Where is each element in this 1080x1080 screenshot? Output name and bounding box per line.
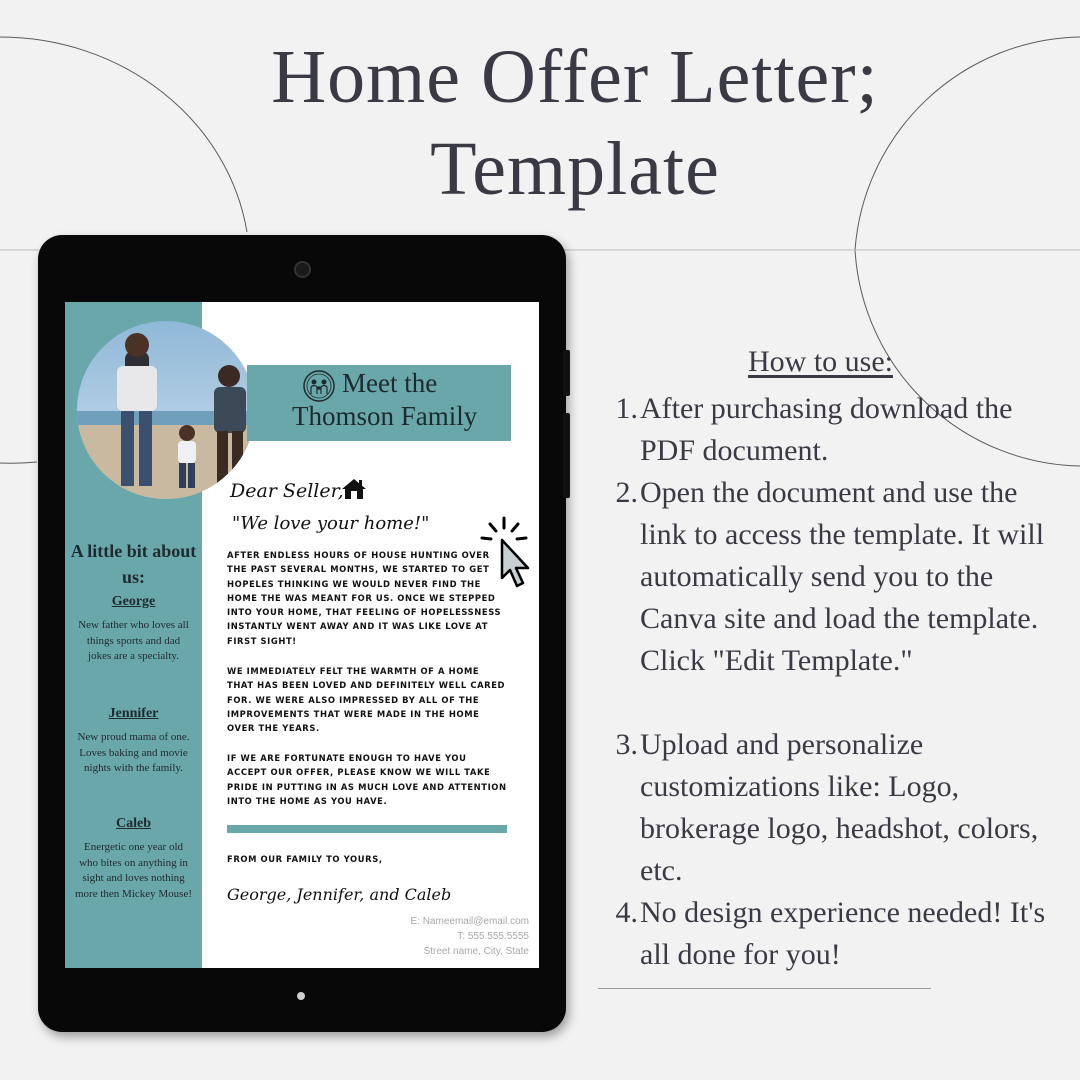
family-icon [302, 369, 336, 403]
step-number: 2. [615, 476, 638, 509]
bottom-divider [598, 988, 931, 989]
letter-heading-line-2: Thomson Family [292, 401, 478, 431]
sidebar-member-name: Caleb [116, 816, 151, 831]
sidebar-heading: A little bit about us: [70, 541, 197, 587]
step-text: Open the document and use the link to access the template. It will automatically send you to the Canva site and load the template. Click "Edit Template." [640, 476, 1045, 677]
sidebar-member-desc: New proud mama of one. Loves baking and movie nights with the family. [77, 731, 190, 774]
letter-divider [227, 825, 507, 833]
step-number: 3. [615, 728, 638, 761]
sidebar-member-name: Jennifer [108, 706, 159, 721]
camera-icon [294, 261, 311, 278]
contact-email: E: Nameemail@email.com [410, 916, 529, 927]
letter-signature: George, Jennifer, and Caleb [227, 885, 452, 904]
contact-address: Street name, City, State [423, 946, 529, 957]
letter-paragraph: AFTER ENDLESS HOURS OF HOUSE HUNTING OVER THE PAST SEVERAL MONTHS, WE STARTED TO GET HOPELES THINKING WE WOULD NEVER FIND THE HOME THE WAS MEANT FOR US. ONCE WE STEPPED INTO YOUR HOME, THAT FEELING OF HOPELESSNESS INSTANTLY WENT AWAY AND IT WAS LIKE LOVE AT FIRST SIGHT! [227, 550, 502, 646]
letter-paragraph: WE IMMEDIATELY FELT THE WARMTH OF A HOME THAT HAS BEEN LOVED AND DEFINITELY WELL CARED FOR. WE WERE ALSO IMPRESSED BY ALL OF THE IMPROVEMENTS THAT WERE MADE IN THE HOME OVER THE YEARS. [227, 666, 506, 734]
letter-paragraph: IF WE ARE FORTUNATE ENOUGH TO HAVE YOU ACCEPT OUR OFFER, PLEASE KNOW WE WILL TAKE PRIDE IN PUTTING IN AS MUCH LOVE AND ATTENTION INTO THE HOME AS YOU HAVE. [227, 753, 507, 806]
step-number: 1. [615, 392, 638, 425]
letter-tagline: "We love your home!" [232, 513, 430, 534]
contact-phone: T: 555.555.5555 [457, 931, 529, 942]
tablet-device [38, 235, 566, 1032]
letter-heading-line-1: Meet the [342, 368, 438, 398]
tablet-screen [65, 302, 539, 968]
tablet-side-button [563, 413, 570, 498]
letter-heading-box [247, 365, 511, 441]
how-to-heading: How to use: [748, 345, 893, 378]
sidebar-member-name: George [111, 594, 156, 609]
house-icon [341, 477, 367, 501]
sidebar-member-desc: New father who loves all things sports and dad jokes are a specialty. [78, 619, 189, 662]
letter-closing: FROM OUR FAMILY TO YOURS, [227, 854, 383, 864]
step-number: 4. [615, 896, 638, 929]
step-text: Upload and personalize customizations like: Logo, brokerage logo, headshot, colors, etc. [640, 728, 1039, 887]
step-text: After purchasing download the PDF document. [640, 392, 1013, 467]
tablet-volume-button [563, 350, 570, 396]
home-indicator [297, 992, 305, 1000]
cursor-click-icon [478, 512, 544, 604]
sidebar-member-desc: Energetic one year old who bites on anything in sight and loves nothing more then Mickey Mouse! [75, 841, 192, 900]
step-text: No design experience needed! It's all done for you! [640, 896, 1046, 971]
family-photo [77, 321, 255, 499]
page-title-line-1: Home Offer Letter; [271, 35, 879, 119]
page-title-line-2: Template [430, 127, 720, 211]
letter-greeting: Dear Seller, [230, 480, 344, 502]
